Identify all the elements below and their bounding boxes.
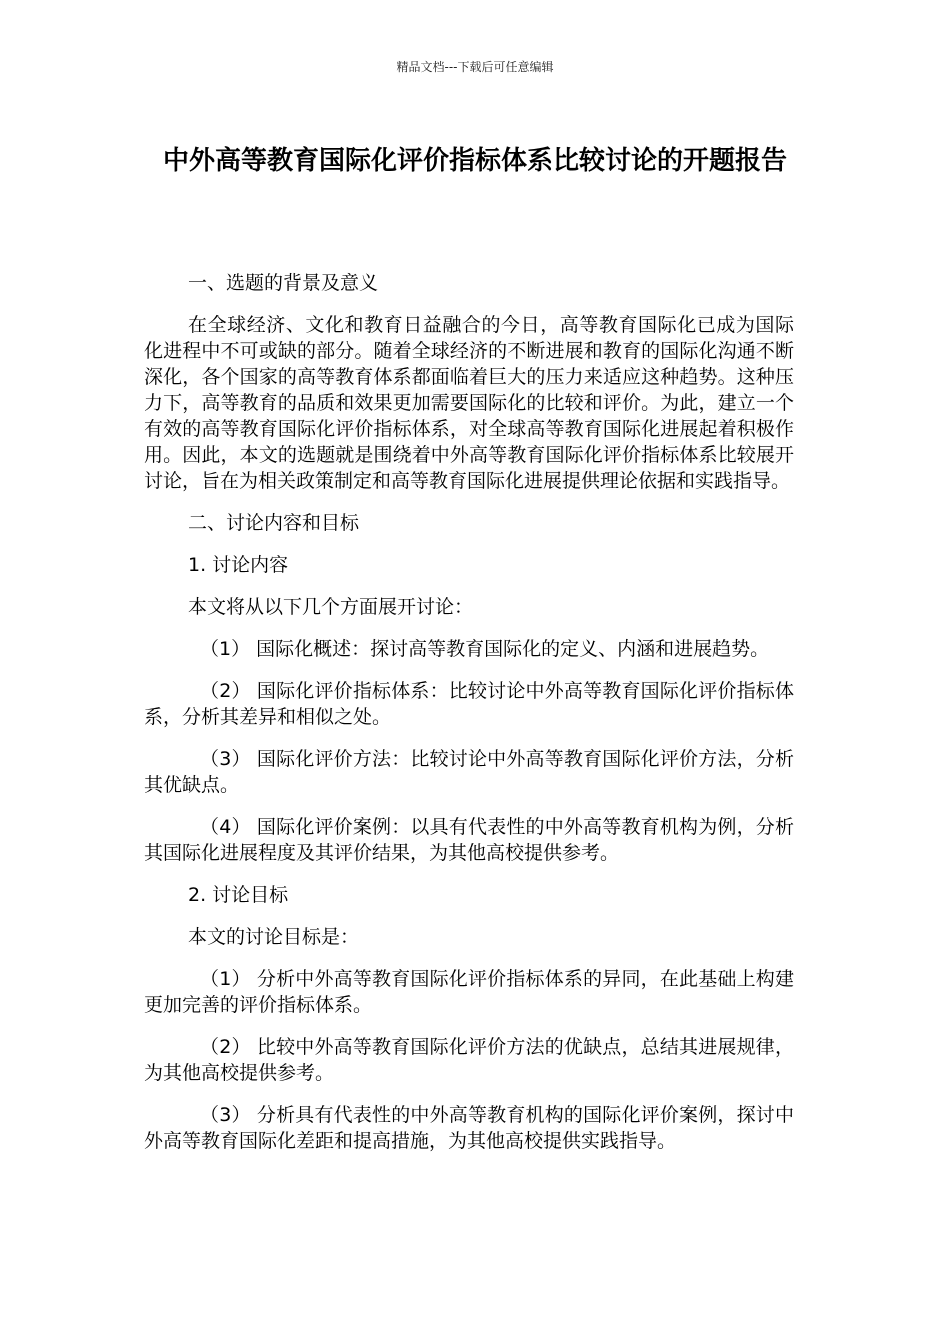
list-item: （3） 分析具有代表性的中外高等教育机构的国际化评价案例，探讨中外高等教育国际化差距和提高措施，为其他高校提供实践指导。 bbox=[144, 1104, 794, 1152]
document-body bbox=[144, 270, 794, 1170]
paragraph-goals-intro: 本文的讨论目标是： bbox=[188, 926, 360, 948]
document-title: 中外高等教育国际化评价指标体系比较讨论的开题报告 bbox=[162, 146, 787, 176]
list-item: （3） 国际化评价方法：比较讨论中外高等教育国际化评价方法，分析其优缺点。 bbox=[144, 748, 794, 796]
list-item: （2） 国际化评价指标体系：比较讨论中外高等教育国际化评价指标体系，分析其差异和相似之处。 bbox=[144, 680, 794, 728]
list-item: （1） 国际化概述：探讨高等教育国际化的定义、内涵和进展趋势。 bbox=[200, 638, 770, 660]
paragraph-content-intro: 本文将从以下几个方面展开讨论： bbox=[188, 596, 474, 618]
paragraph-background: 在全球经济、文化和教育日益融合的今日，高等教育国际化已成为国际化进程中不可或缺的部分。随着全球经济的不断进展和教育的国际化沟通不断深化，各个国家的高等教育体系都面临着巨大的压力来适应这种趋势。这种压力下，高等教育的品质和效果更加需要国际化的比较和评价。为此，建立一个有效的高等教育国际化评价指标体系，对全球高等教育国际化进展起着积极作用。因此，本文的选题就是围绕着中外高等教育国际化评价指标体系比较展开讨论，旨在为相关政策制定和高等教育国际化进展提供理论依据和实践指导。 bbox=[144, 314, 794, 492]
list-item: （4） 国际化评价案例：以具有代表性的中外高等教育机构为例，分析其国际化进展程度及其评价结果，为其他高校提供参考。 bbox=[144, 816, 794, 864]
section-heading-content-goals: 二、讨论内容和目标 bbox=[188, 512, 360, 534]
list-item: （2） 比较中外高等教育国际化评价方法的优缺点，总结其进展规律，为其他高校提供参考。 bbox=[144, 1036, 794, 1084]
subsection-heading-goals: 2. 讨论目标 bbox=[188, 884, 289, 906]
list-item: （1） 分析中外高等教育国际化评价指标体系的异同，在此基础上构建更加完善的评价指标体系。 bbox=[144, 968, 794, 1016]
header-note: 精品文档---下载后可任意编辑 bbox=[396, 60, 554, 74]
subsection-heading-content: 1. 讨论内容 bbox=[188, 554, 289, 576]
section-heading-background: 一、选题的背景及意义 bbox=[188, 272, 379, 294]
